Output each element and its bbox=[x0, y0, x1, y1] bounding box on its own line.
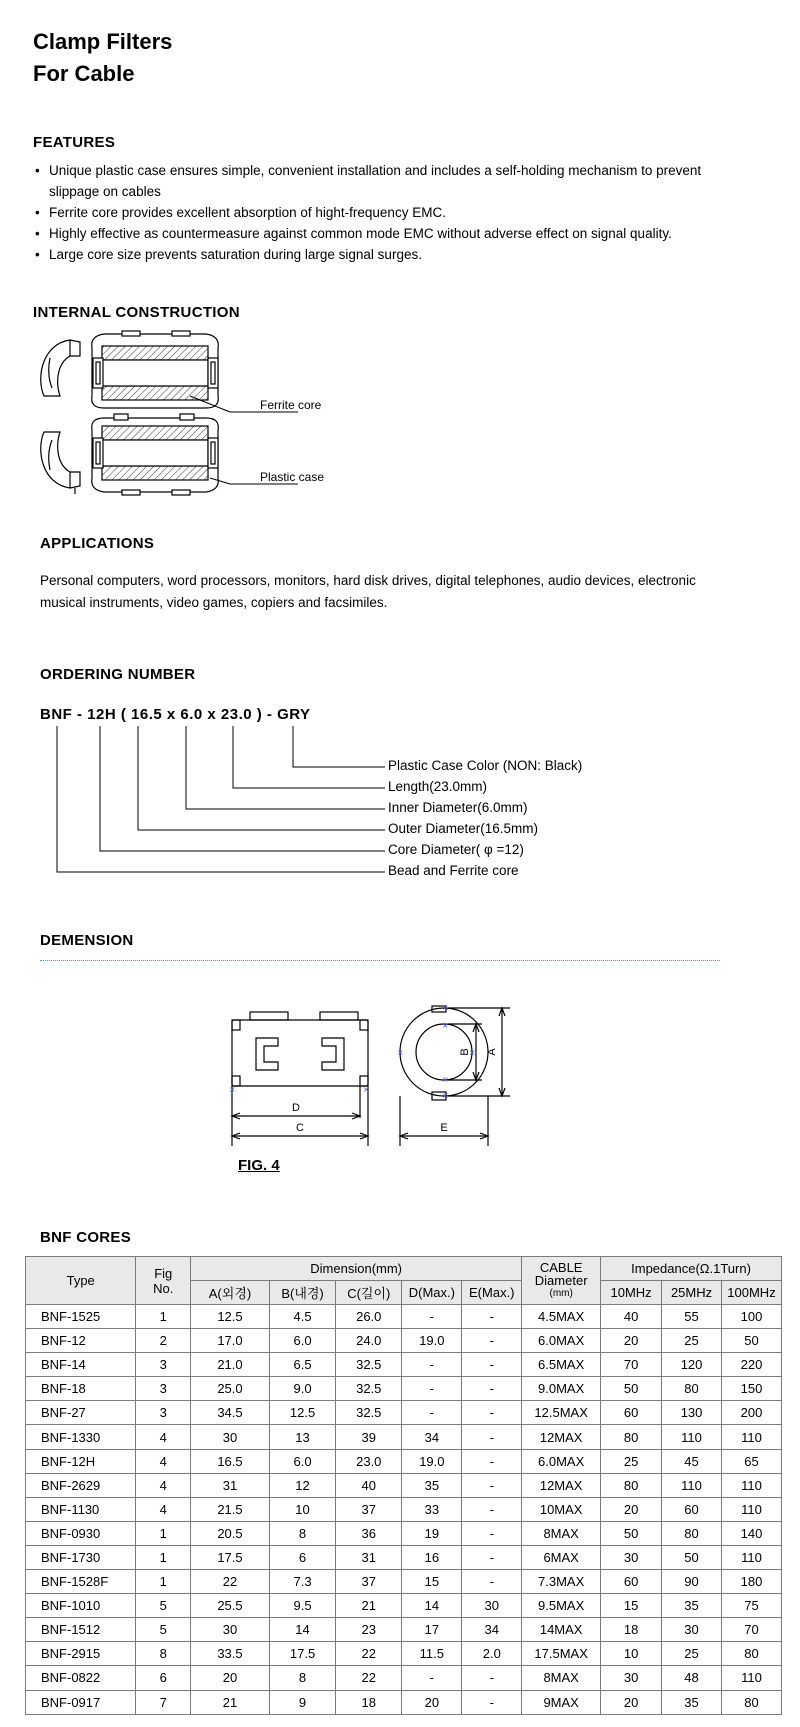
table-cell: 14 bbox=[269, 1618, 335, 1642]
dimension-figure bbox=[220, 996, 580, 1156]
table-cell: 26.0 bbox=[336, 1305, 402, 1329]
table-cell: 25 bbox=[662, 1642, 722, 1666]
table-cell: - bbox=[402, 1401, 462, 1425]
table-cell: 23.0 bbox=[336, 1449, 402, 1473]
table-cell: 6.0 bbox=[269, 1449, 335, 1473]
ordering-heading: ORDERING NUMBER bbox=[40, 666, 196, 683]
ordering-label-core: Core Diameter( φ =12) bbox=[388, 842, 524, 857]
table-cell: 180 bbox=[722, 1570, 782, 1594]
table-cell: 32.5 bbox=[336, 1377, 402, 1401]
table-cell: - bbox=[462, 1401, 522, 1425]
ferrite-core-label: Ferrite core bbox=[260, 398, 322, 412]
cell-type: BNF-1528F bbox=[26, 1570, 136, 1594]
table-cell: 55 bbox=[662, 1305, 722, 1329]
table-cell: 11.5 bbox=[402, 1642, 462, 1666]
table-row bbox=[26, 1545, 782, 1569]
table-cell: 34 bbox=[402, 1425, 462, 1449]
table-cell: 6.5 bbox=[269, 1353, 335, 1377]
table-cell: 35 bbox=[662, 1690, 722, 1714]
table-row bbox=[26, 1449, 782, 1473]
table-row bbox=[26, 1377, 782, 1401]
ordering-label-outer: Outer Diameter(16.5mm) bbox=[388, 821, 539, 836]
cell-type: BNF-12H bbox=[26, 1449, 136, 1473]
table-cell: - bbox=[462, 1570, 522, 1594]
table-cell: 12MAX bbox=[522, 1473, 601, 1497]
table-cell: 10 bbox=[269, 1497, 335, 1521]
table-cell: 15 bbox=[601, 1594, 662, 1618]
table-cell: 30 bbox=[191, 1425, 270, 1449]
table-cell: 220 bbox=[722, 1353, 782, 1377]
table-cell: 5 bbox=[136, 1618, 191, 1642]
table-row bbox=[26, 1425, 782, 1449]
table-cell: - bbox=[402, 1666, 462, 1690]
end-view bbox=[400, 1006, 510, 1146]
end-view-top bbox=[41, 340, 80, 396]
col-header-25mhz: 25MHz bbox=[662, 1281, 722, 1305]
table-cell: 32.5 bbox=[336, 1401, 402, 1425]
table-cell: 4.5MAX bbox=[522, 1305, 601, 1329]
table-cell: 9.5 bbox=[269, 1594, 335, 1618]
table-cell: - bbox=[462, 1449, 522, 1473]
table-cell: 6.0 bbox=[269, 1329, 335, 1353]
feature-item: • Highly effective as countermeasure against common mode EMC without adverse effect on signal quality. bbox=[33, 223, 753, 244]
col-header-a: A(외경) bbox=[191, 1281, 270, 1305]
cell-type: BNF-1330 bbox=[26, 1425, 136, 1449]
table-cell: 19.0 bbox=[402, 1329, 462, 1353]
cell-type: BNF-2915 bbox=[26, 1642, 136, 1666]
table-cell: 6 bbox=[136, 1666, 191, 1690]
table-cell: 4 bbox=[136, 1497, 191, 1521]
table-cell: 48 bbox=[662, 1666, 722, 1690]
table-cell: 9.0 bbox=[269, 1377, 335, 1401]
col-header-10mhz: 10MHz bbox=[601, 1281, 662, 1305]
case-bottom-half bbox=[92, 414, 219, 495]
table-cell: 17.5MAX bbox=[522, 1642, 601, 1666]
table-cell: 140 bbox=[722, 1521, 782, 1545]
dim-label-e: E bbox=[440, 1122, 448, 1134]
table-cell: 21.0 bbox=[191, 1353, 270, 1377]
table-cell: 30 bbox=[662, 1618, 722, 1642]
table-cell: 37 bbox=[336, 1497, 402, 1521]
table-cell: 100 bbox=[722, 1305, 782, 1329]
table-cell: 110 bbox=[722, 1473, 782, 1497]
table-row bbox=[26, 1690, 782, 1714]
table-cell: 8 bbox=[269, 1666, 335, 1690]
table-cell: 80 bbox=[722, 1690, 782, 1714]
table-row bbox=[26, 1353, 782, 1377]
table-row bbox=[26, 1473, 782, 1497]
table-cell: 8MAX bbox=[522, 1521, 601, 1545]
title-line-2: For Cable bbox=[33, 61, 135, 86]
table-cell: 65 bbox=[722, 1449, 782, 1473]
table-cell: 4.5 bbox=[269, 1305, 335, 1329]
table-cell: 17.0 bbox=[191, 1329, 270, 1353]
table-cell: 25 bbox=[601, 1449, 662, 1473]
table-cell: 7.3 bbox=[269, 1570, 335, 1594]
table-cell: 50 bbox=[601, 1377, 662, 1401]
table-row bbox=[26, 1618, 782, 1642]
table-cell: 21.5 bbox=[191, 1497, 270, 1521]
table-cell: 3 bbox=[136, 1401, 191, 1425]
table-cell: 1 bbox=[136, 1570, 191, 1594]
col-header-type: Type bbox=[26, 1257, 136, 1305]
table-row bbox=[26, 1497, 782, 1521]
table-cell: 20 bbox=[601, 1497, 662, 1521]
table-cell: - bbox=[462, 1329, 522, 1353]
table-cell: 120 bbox=[662, 1353, 722, 1377]
table-cell: 40 bbox=[601, 1305, 662, 1329]
table-cell: 33.5 bbox=[191, 1642, 270, 1666]
svg-text:×: × bbox=[469, 1048, 476, 1057]
case-top-half bbox=[92, 331, 219, 408]
table-cell: 70 bbox=[722, 1618, 782, 1642]
ordering-label-inner: Inner Diameter(6.0mm) bbox=[388, 800, 528, 815]
cell-type: BNF-0822 bbox=[26, 1666, 136, 1690]
table-cell: 30 bbox=[601, 1545, 662, 1569]
end-view-bottom bbox=[41, 432, 80, 494]
table-cell: - bbox=[462, 1521, 522, 1545]
table-cell: 34.5 bbox=[191, 1401, 270, 1425]
table-cell: 50 bbox=[601, 1521, 662, 1545]
table-cell: 20 bbox=[601, 1690, 662, 1714]
table-cell: 36 bbox=[336, 1521, 402, 1545]
table-cell: 50 bbox=[722, 1329, 782, 1353]
table-cell: 20.5 bbox=[191, 1521, 270, 1545]
dim-label-d: D bbox=[292, 1102, 300, 1114]
dim-label-a: A bbox=[486, 1048, 498, 1056]
table-cell: - bbox=[462, 1377, 522, 1401]
table-row bbox=[26, 1305, 782, 1329]
applications-heading: APPLICATIONS bbox=[40, 535, 155, 552]
table-row bbox=[26, 1329, 782, 1353]
bnf-cores-table bbox=[25, 1256, 782, 1715]
table-cell: 22 bbox=[336, 1642, 402, 1666]
table-cell: 60 bbox=[601, 1401, 662, 1425]
feature-item: • Large core size prevents saturation during large signal surges. bbox=[33, 244, 753, 265]
svg-text:×: × bbox=[363, 1085, 370, 1094]
table-cell: 75 bbox=[722, 1594, 782, 1618]
table-cell: 12 bbox=[269, 1473, 335, 1497]
svg-text:×: × bbox=[442, 1075, 449, 1084]
table-cell: 60 bbox=[601, 1570, 662, 1594]
cell-type: BNF-1525 bbox=[26, 1305, 136, 1329]
table-cell: 37 bbox=[336, 1570, 402, 1594]
features-heading: FEATURES bbox=[33, 134, 116, 151]
table-cell: 18 bbox=[336, 1690, 402, 1714]
table-cell: 9MAX bbox=[522, 1690, 601, 1714]
col-header-d: D(Max.) bbox=[402, 1281, 462, 1305]
cores-heading: BNF CORES bbox=[40, 1229, 132, 1246]
table-cell: 12MAX bbox=[522, 1425, 601, 1449]
table-row bbox=[26, 1642, 782, 1666]
table-cell: - bbox=[462, 1353, 522, 1377]
table-cell: 90 bbox=[662, 1570, 722, 1594]
table-cell: 80 bbox=[662, 1521, 722, 1545]
cell-type: BNF-0930 bbox=[26, 1521, 136, 1545]
table-cell: 2.0 bbox=[462, 1642, 522, 1666]
applications-text: Personal computers, word processors, monitors, hard disk drives, digital telephones, audio devices, electronic musical instruments, video games, copiers and facsimiles. bbox=[40, 573, 696, 610]
ordering-label-color: Plastic Case Color (NON: Black) bbox=[388, 758, 583, 773]
table-cell: 1 bbox=[136, 1521, 191, 1545]
table-cell: 6MAX bbox=[522, 1545, 601, 1569]
table-cell: - bbox=[462, 1545, 522, 1569]
table-cell: - bbox=[462, 1666, 522, 1690]
table-cell: - bbox=[402, 1377, 462, 1401]
table-cell: 3 bbox=[136, 1377, 191, 1401]
feature-item: • Ferrite core provides excellent absorption of hight-frequency EMC. bbox=[33, 202, 753, 223]
svg-text:×: × bbox=[229, 1085, 236, 1094]
table-cell: 50 bbox=[662, 1545, 722, 1569]
table-cell: 12.5 bbox=[191, 1305, 270, 1329]
table-cell: 20 bbox=[601, 1329, 662, 1353]
table-cell: - bbox=[462, 1305, 522, 1329]
table-cell: 21 bbox=[336, 1594, 402, 1618]
table-cell: 7 bbox=[136, 1690, 191, 1714]
plastic-case-label: Plastic case bbox=[260, 470, 325, 484]
table-cell: 80 bbox=[601, 1425, 662, 1449]
table-cell: 9.0MAX bbox=[522, 1377, 601, 1401]
cell-type: BNF-2629 bbox=[26, 1473, 136, 1497]
table-cell: 40 bbox=[336, 1473, 402, 1497]
table-cell: 34 bbox=[462, 1618, 522, 1642]
table-cell: 3 bbox=[136, 1353, 191, 1377]
cell-type: BNF-1512 bbox=[26, 1618, 136, 1642]
table-cell: 8 bbox=[136, 1642, 191, 1666]
table-cell: 60 bbox=[662, 1497, 722, 1521]
table-cell: 18 bbox=[601, 1618, 662, 1642]
svg-text:×: × bbox=[442, 1003, 449, 1012]
table-cell: 6.0MAX bbox=[522, 1329, 601, 1353]
table-cell: 6.5MAX bbox=[522, 1353, 601, 1377]
table-cell: 30 bbox=[191, 1618, 270, 1642]
col-header-fig: Fig No. bbox=[136, 1257, 191, 1305]
cell-type: BNF-14 bbox=[26, 1353, 136, 1377]
table-cell: 31 bbox=[191, 1473, 270, 1497]
table-cell: 33 bbox=[402, 1497, 462, 1521]
table-cell: 23 bbox=[336, 1618, 402, 1642]
table-row bbox=[26, 1594, 782, 1618]
table-cell: 31 bbox=[336, 1545, 402, 1569]
table-cell: 1 bbox=[136, 1305, 191, 1329]
table-cell: 14MAX bbox=[522, 1618, 601, 1642]
table-cell: 7.3MAX bbox=[522, 1570, 601, 1594]
table-cell: 110 bbox=[722, 1425, 782, 1449]
cell-type: BNF-1130 bbox=[26, 1497, 136, 1521]
table-cell: 80 bbox=[662, 1377, 722, 1401]
table-cell: - bbox=[462, 1473, 522, 1497]
table-cell: 22 bbox=[191, 1570, 270, 1594]
table-cell: 4 bbox=[136, 1473, 191, 1497]
col-header-b: B(내경) bbox=[269, 1281, 335, 1305]
table-cell: 110 bbox=[662, 1473, 722, 1497]
table-cell: 25.0 bbox=[191, 1377, 270, 1401]
table-row bbox=[26, 1570, 782, 1594]
table-cell: 39 bbox=[336, 1425, 402, 1449]
cell-type: BNF-1010 bbox=[26, 1594, 136, 1618]
table-cell: 25 bbox=[662, 1329, 722, 1353]
table-cell: 16.5 bbox=[191, 1449, 270, 1473]
table-cell: 10MAX bbox=[522, 1497, 601, 1521]
features-list bbox=[33, 160, 753, 265]
table-row bbox=[26, 1521, 782, 1545]
table-cell: 45 bbox=[662, 1449, 722, 1473]
table-cell: 8MAX bbox=[522, 1666, 601, 1690]
construction-heading: INTERNAL CONSTRUCTION bbox=[33, 304, 240, 321]
table-cell: 80 bbox=[601, 1473, 662, 1497]
table-cell: 35 bbox=[402, 1473, 462, 1497]
svg-text:×: × bbox=[442, 1021, 449, 1030]
table-cell: 24.0 bbox=[336, 1329, 402, 1353]
svg-text:×: × bbox=[442, 1091, 449, 1100]
table-cell: 20 bbox=[191, 1666, 270, 1690]
table-cell: 5 bbox=[136, 1594, 191, 1618]
table-cell: 6.0MAX bbox=[522, 1449, 601, 1473]
ordering-code: BNF - 12H ( 16.5 x 6.0 x 23.0 ) - GRY bbox=[40, 706, 311, 723]
table-cell: 35 bbox=[662, 1594, 722, 1618]
svg-text:×: × bbox=[397, 1048, 404, 1057]
table-cell: 16 bbox=[402, 1545, 462, 1569]
cell-type: BNF-12 bbox=[26, 1329, 136, 1353]
table-cell: 130 bbox=[662, 1401, 722, 1425]
dimension-heading: DEMENSION bbox=[40, 932, 134, 949]
cell-type: BNF-0917 bbox=[26, 1690, 136, 1714]
table-cell: 19 bbox=[402, 1521, 462, 1545]
dimension-divider bbox=[40, 960, 720, 961]
ordering-label-length: Length(23.0mm) bbox=[388, 779, 488, 794]
table-cell: 15 bbox=[402, 1570, 462, 1594]
table-cell: 20 bbox=[402, 1690, 462, 1714]
table-cell: 17.5 bbox=[269, 1642, 335, 1666]
cell-type: BNF-27 bbox=[26, 1401, 136, 1425]
table-cell: 110 bbox=[722, 1666, 782, 1690]
col-header-impedance: Impedance(Ω.1Turn) bbox=[601, 1257, 782, 1281]
table-cell: 12.5MAX bbox=[522, 1401, 601, 1425]
table-cell: 110 bbox=[662, 1425, 722, 1449]
table-row bbox=[26, 1666, 782, 1690]
ordering-label-bead: Bead and Ferrite core bbox=[388, 863, 519, 878]
table-cell: 2 bbox=[136, 1329, 191, 1353]
table-cell: 110 bbox=[722, 1497, 782, 1521]
table-cell: - bbox=[462, 1425, 522, 1449]
table-cell: 10 bbox=[601, 1642, 662, 1666]
dim-label-b: B bbox=[459, 1048, 471, 1056]
table-cell: 4 bbox=[136, 1449, 191, 1473]
table-cell: 22 bbox=[336, 1666, 402, 1690]
table-cell: 150 bbox=[722, 1377, 782, 1401]
table-cell: - bbox=[462, 1497, 522, 1521]
feature-item: • Unique plastic case ensures simple, convenient installation and includes a self-holding mechanism to prevent slippage on cables bbox=[33, 160, 753, 202]
table-cell: 13 bbox=[269, 1425, 335, 1449]
table-cell: 110 bbox=[722, 1545, 782, 1569]
table-cell: 17 bbox=[402, 1618, 462, 1642]
col-header-cable: CABLE Diameter (mm) bbox=[522, 1257, 601, 1305]
cell-type: BNF-18 bbox=[26, 1377, 136, 1401]
table-cell: 9 bbox=[269, 1690, 335, 1714]
table-cell: 1 bbox=[136, 1545, 191, 1569]
table-cell: 25.5 bbox=[191, 1594, 270, 1618]
table-row bbox=[26, 1401, 782, 1425]
table-cell: 21 bbox=[191, 1690, 270, 1714]
table-cell: 6 bbox=[269, 1545, 335, 1569]
table-cell: - bbox=[462, 1690, 522, 1714]
col-header-c: C(길이) bbox=[336, 1281, 402, 1305]
col-header-e: E(Max.) bbox=[462, 1281, 522, 1305]
col-header-dimension: Dimension(mm) bbox=[191, 1257, 522, 1281]
dim-label-c: C bbox=[296, 1122, 304, 1134]
table-cell: - bbox=[402, 1353, 462, 1377]
table-cell: 30 bbox=[601, 1666, 662, 1690]
title-line-1: Clamp Filters bbox=[33, 29, 173, 54]
ordering-leader-lines bbox=[0, 722, 400, 892]
table-cell: 12.5 bbox=[269, 1401, 335, 1425]
page-title bbox=[33, 26, 172, 90]
table-cell: 30 bbox=[462, 1594, 522, 1618]
table-cell: 14 bbox=[402, 1594, 462, 1618]
table-cell: 9.5MAX bbox=[522, 1594, 601, 1618]
figure-caption: FIG. 4 bbox=[238, 1157, 280, 1174]
table-cell: 4 bbox=[136, 1425, 191, 1449]
cell-type: BNF-1730 bbox=[26, 1545, 136, 1569]
table-cell: 70 bbox=[601, 1353, 662, 1377]
table-cell: 19.0 bbox=[402, 1449, 462, 1473]
table-cell: 200 bbox=[722, 1401, 782, 1425]
table-cell: - bbox=[402, 1305, 462, 1329]
table-cell: 32.5 bbox=[336, 1353, 402, 1377]
table-cell: 80 bbox=[722, 1642, 782, 1666]
table-cell: 17.5 bbox=[191, 1545, 270, 1569]
table-cell: 8 bbox=[269, 1521, 335, 1545]
col-header-100mhz: 100MHz bbox=[722, 1281, 782, 1305]
